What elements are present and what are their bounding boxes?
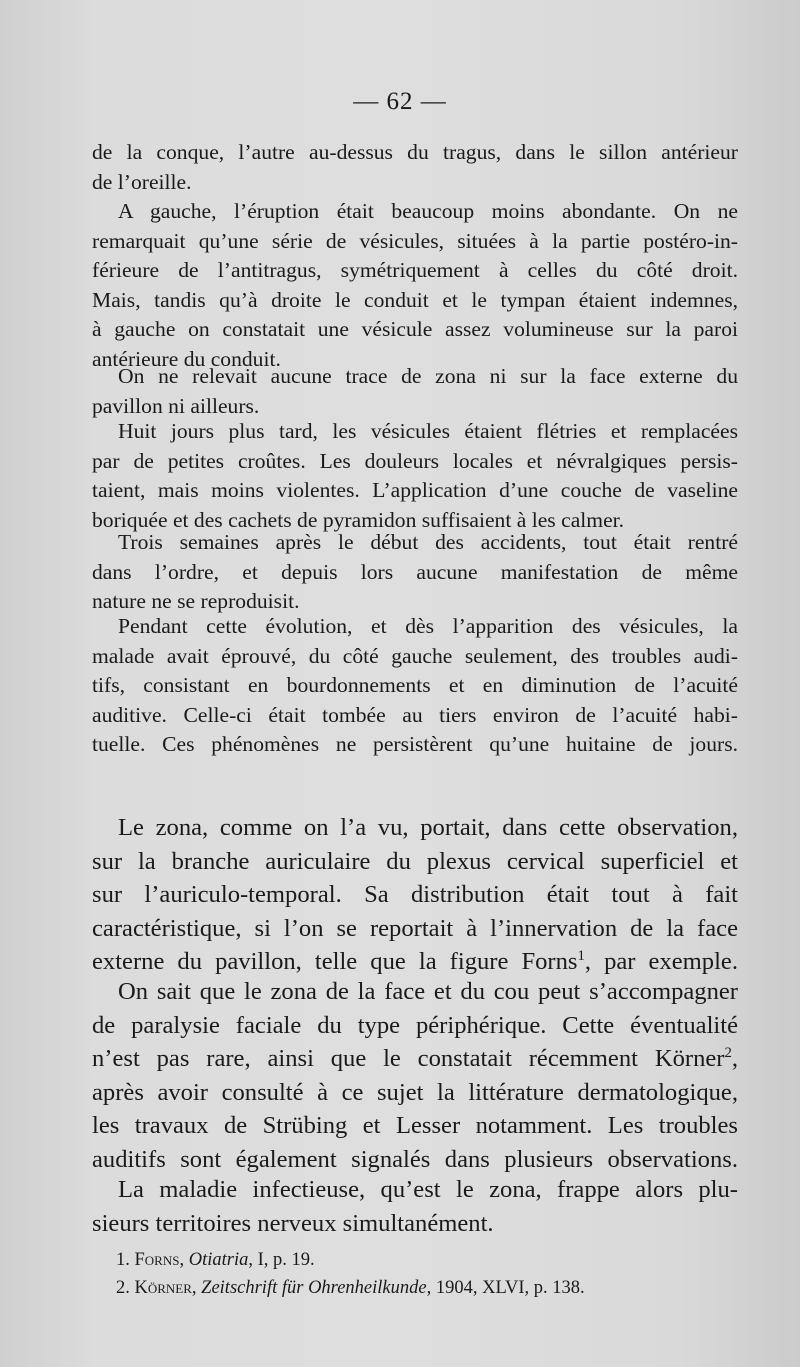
text-line: sur la branche auriculaire du plexus cervical superficiel et	[92, 847, 738, 875]
paragraph-9	[92, 1173, 738, 1240]
text-line: pavillon ni ailleurs.	[92, 393, 260, 418]
text-line: de paralysie faciale du type périphérique. Cette éventualité	[92, 1011, 738, 1039]
text-line: Trois semaines après le début des accidents, tout était rentré	[118, 530, 738, 554]
text-line: caractéristique, si l’on se reportait à l’innervation de la face	[92, 914, 738, 942]
text-fragment: externe du pavillon, telle que la figure Forns	[92, 948, 578, 976]
text-line: Huit jours plus tard, les vésicules étaient flétries et remplacées	[118, 419, 738, 443]
text-line: auditive. Celle-ci était tombée au tiers environ de l’acuité habi-	[92, 702, 738, 727]
text-line	[92, 945, 738, 979]
text-line: sur l’auriculo-temporal. Sa distribution était tout à fait	[92, 881, 738, 909]
footnotes	[116, 1246, 736, 1302]
text-line: à gauche on constatait une vésicule assez volumineuse sur la paroi	[92, 317, 738, 342]
text-line: On sait que le zona de la face et du cou peut s’accompagner	[118, 978, 738, 1005]
page-number: — 62 —	[353, 88, 447, 115]
text-line: de la conque, l’autre au-dessus du tragus, dans le sillon antérieur	[92, 140, 738, 164]
text-line: La maladie infectieuse, qu’est le zona, frappe alors plu-	[118, 1176, 738, 1203]
footnote-ref-2: 2	[724, 1045, 732, 1061]
footnote-title: Zeitschrift für Ohrenheilkunde	[201, 1278, 427, 1298]
footnote-author: Körner	[134, 1278, 192, 1298]
text-line: férieure de l’antitragus, symétriquement à celles du côté droit.	[92, 258, 738, 283]
text-line: dans l’ordre, et depuis lors aucune manifestation de même	[92, 559, 738, 584]
footnote-1	[116, 1246, 736, 1274]
text-line: tuelle. Ces phénomènes ne persistèrent qu’une huitaine de jours.	[92, 732, 738, 757]
text-line	[92, 1042, 738, 1076]
paragraph-5	[92, 528, 738, 617]
text-line: tifs, consistant en bourdonnements et en diminution de l’acuité	[92, 673, 738, 698]
text-line: auditifs sont également signalés dans plusieurs observations.	[92, 1145, 738, 1173]
footnote-rest: , I, p. 19.	[248, 1250, 315, 1270]
text-line: par de petites croûtes. Les douleurs locales et névralgiques persis-	[92, 448, 738, 473]
footnote-number: 2.	[116, 1278, 130, 1298]
text-line: Pendant cette évolution, et dès l’apparition des vésicules, la	[118, 614, 738, 638]
text-fragment: ,	[731, 1045, 738, 1073]
text-line: remarquait qu’une série de vésicules, situées à la partie postéro-in-	[92, 228, 738, 253]
paragraph-3	[92, 362, 738, 421]
text-line: Le zona, comme on l’a vu, portait, dans cette observation,	[118, 814, 738, 841]
paragraph-8	[92, 975, 738, 1177]
footnote-rest: , 1904, XLVI, p. 138.	[426, 1278, 585, 1298]
text-line: taient, mais moins violentes. L’application d’une couche de vaseline	[92, 478, 738, 503]
footnote-ref-1: 1	[577, 948, 585, 965]
text-line: A gauche, l’éruption était beaucoup moins abondante. On ne	[118, 199, 738, 223]
footnote-title: Otiatria	[188, 1250, 249, 1270]
footnote-2	[116, 1274, 736, 1302]
text-fragment: , par exemple.	[584, 948, 738, 976]
paragraph-2	[92, 197, 738, 375]
text-line: On ne relevait aucune trace de zona ni sur la face externe du	[118, 364, 738, 388]
text-line: après avoir consulté à ce sujet la littérature dermatologique,	[92, 1078, 738, 1106]
footnote-separator: ,	[179, 1250, 189, 1270]
text-line: de l’oreille.	[92, 169, 192, 194]
footnote-number: 1.	[116, 1250, 130, 1270]
paragraph-7	[92, 811, 738, 979]
paragraph-6	[92, 612, 738, 760]
text-line: malade avait éprouvé, du côté gauche seulement, des troubles audi-	[92, 643, 738, 668]
paragraph-4	[92, 417, 738, 535]
footnote-separator: ,	[191, 1278, 202, 1298]
footnote-author: Forns	[134, 1250, 180, 1270]
text-line: boriquée et des cachets de pyramidon suffisaient à les calmer.	[92, 507, 625, 532]
text-line: nature ne se reproduisit.	[92, 589, 300, 614]
text-line: sieurs territoires nerveux simultanément.	[92, 1209, 494, 1237]
text-line: Mais, tandis qu’à droite le conduit et le tympan étaient indemnes,	[92, 287, 738, 312]
text-fragment: n’est pas rare, ainsi que le constatait récemment Körner	[92, 1045, 725, 1073]
text-line: les travaux de Strübing et Lesser notamment. Les troubles	[92, 1112, 738, 1140]
text-line: antérieure du conduit.	[92, 346, 281, 371]
paragraph-1	[92, 138, 738, 197]
